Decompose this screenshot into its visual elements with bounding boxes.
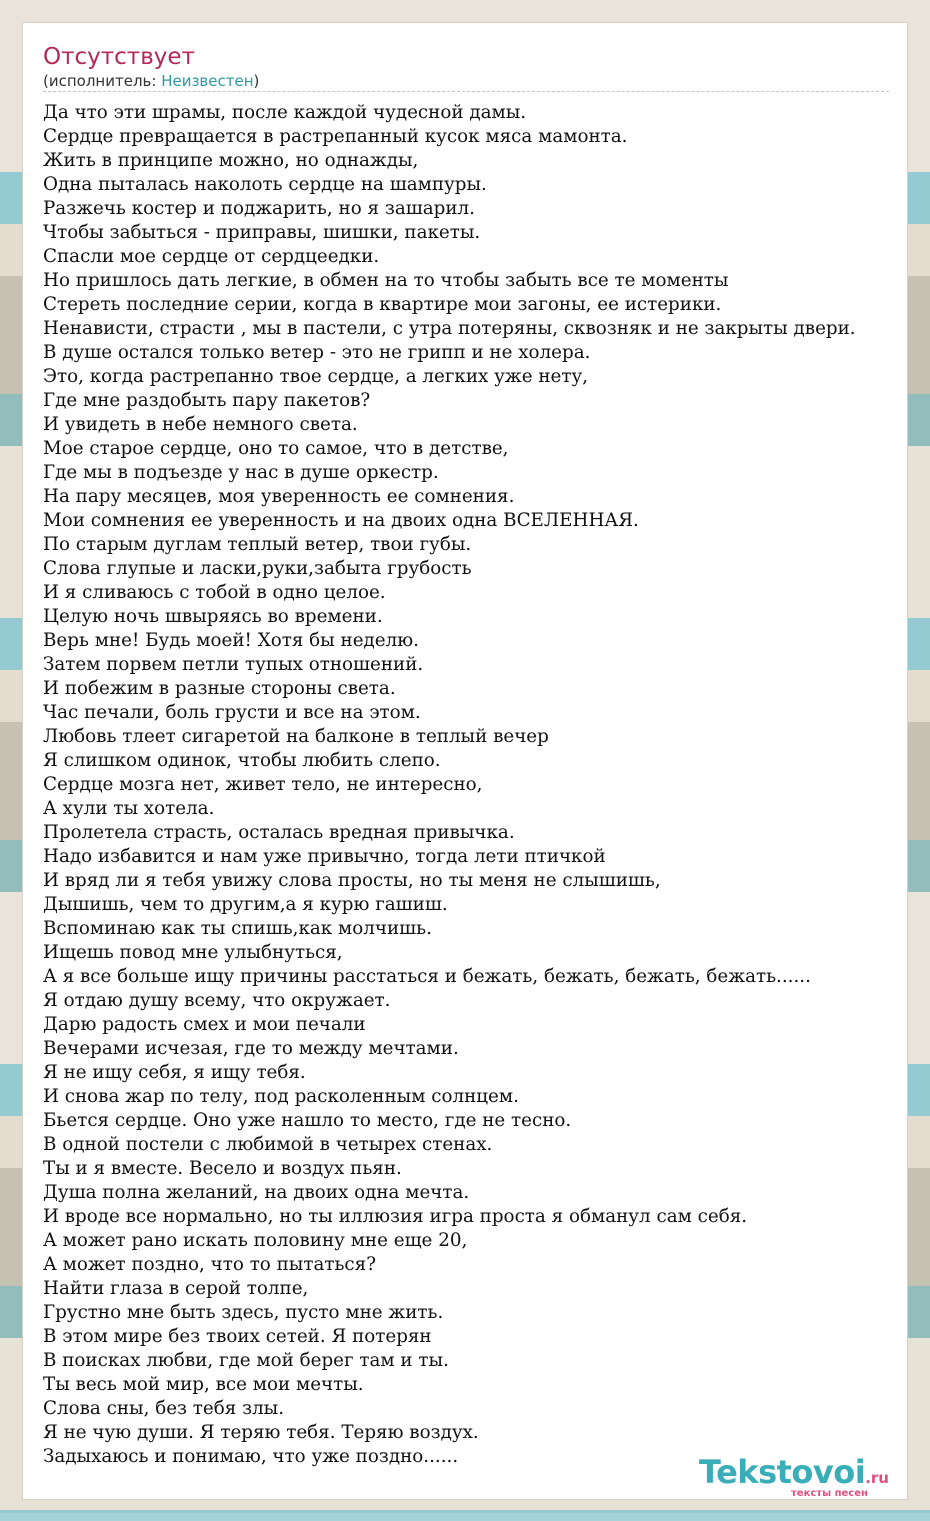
song-title: Отсутствует <box>43 44 195 70</box>
lyric-line: Где мне раздобыть пару пакетов? <box>43 390 371 411</box>
lyric-line: А хули ты хотела. <box>43 798 215 819</box>
lyric-line: Мое старое сердце, оно то самое, что в детстве, <box>43 438 509 459</box>
lyric-line: И побежим в разные стороны света. <box>43 678 396 699</box>
artist-line <box>43 72 259 90</box>
lyric-line: Я слишком одинок, чтобы любить слепо. <box>43 750 441 771</box>
lyric-line: Надо избавится и нам уже привычно, тогда лети птичкой <box>43 846 606 867</box>
artist-prefix: (исполнитель: <box>43 72 162 90</box>
lyric-line: Душа полна желаний, на двоих одна мечта. <box>43 1182 470 1203</box>
lyric-line: В одной постели с любимой в четырех стенах. <box>43 1134 493 1155</box>
lyric-line: В душе остался только ветер - это не грипп и не холера. <box>43 342 591 363</box>
lyric-line: Затем порвем петли тупых отношений. <box>43 654 424 675</box>
lyric-line: Вспоминаю как ты спишь,как молчишь. <box>43 918 432 939</box>
lyric-line: А может поздно, что то пытаться? <box>43 1254 377 1275</box>
lyric-line: Целую ночь швыряясь во времени. <box>43 606 383 627</box>
lyric-line: Верь мне! Будь моей! Хотя бы неделю. <box>43 630 419 651</box>
lyric-line: Любовь тлеет сигаретой на балконе в теплый вечер <box>43 726 549 747</box>
lyric-line: Я не чую души. Я теряю тебя. Теряю воздух. <box>43 1422 479 1443</box>
lyric-line: И снова жар по телу, под расколенным солнцем. <box>43 1086 519 1107</box>
lyric-line: Сердце мозга нет, живет тело, не интересно, <box>43 774 483 795</box>
lyrics-card <box>22 22 908 1500</box>
lyric-line: Одна пыталась наколоть сердце на шампуры. <box>43 174 487 195</box>
logo-tld: .ru <box>865 1469 889 1487</box>
lyric-line: Дышишь, чем то другим,а я курю гашиш. <box>43 894 448 915</box>
lyric-line: Слова глупые и ласки,руки,забыта грубость <box>43 558 472 579</box>
lyric-line: Сердце превращается в растрепанный кусок мяса мамонта. <box>43 126 628 147</box>
lyric-line: Ищешь повод мне улыбнуться, <box>43 942 343 963</box>
logo-tagline: тексты песен <box>791 1488 868 1499</box>
lyric-line: А я все больше ищу причины расстаться и бежать, бежать, бежать, бежать...... <box>43 966 811 987</box>
lyric-line: Найти глаза в серой толпе, <box>43 1278 309 1299</box>
lyric-line: Спасли мое сердце от сердцеедки. <box>43 246 380 267</box>
lyric-line: Да что эти шрамы, после каждой чудесной дамы. <box>43 102 527 123</box>
lyric-line: В этом мире без твоих сетей. Я потерян <box>43 1326 432 1347</box>
lyric-line: И увидеть в небе немного света. <box>43 414 358 435</box>
artist-suffix: ) <box>253 72 260 90</box>
lyric-line: Разжечь костер и поджарить, но я зашарил. <box>43 198 475 219</box>
lyric-line: И вряд ли я тебя увижу слова просты, но ты меня не слышишь, <box>43 870 661 891</box>
lyric-line: Но пришлось дать легкие, в обмен на то чтобы забыть все те моменты <box>43 270 729 291</box>
lyric-line: Пролетела страсть, осталась вредная привычка. <box>43 822 515 843</box>
lyric-line: Вечерами исчезая, где то между мечтами. <box>43 1038 459 1059</box>
bottom-border-strip <box>0 1513 930 1521</box>
lyric-line: Я отдаю душу всему, что окружает. <box>43 990 391 1011</box>
lyric-line: Задыхаюсь и понимаю, что уже поздно...... <box>43 1446 459 1467</box>
lyric-line: И вроде все нормально, но ты иллюзия игра проста я обманул сам себя. <box>43 1206 748 1227</box>
lyric-line: Чтобы забыться - приправы, шишки, пакеты. <box>43 222 481 243</box>
lyric-line: Ты и я вместе. Весело и воздух пьян. <box>43 1158 402 1179</box>
logo-name: Tekstovoi <box>699 1453 866 1491</box>
lyric-line: Бьется сердце. Оно уже нашло то место, где не тесно. <box>43 1110 572 1131</box>
lyric-line: А может рано искать половину мне еще 20, <box>43 1230 468 1251</box>
lyric-line: Где мы в подъезде у нас в душе оркестр. <box>43 462 439 483</box>
lyric-line: Жить в принципе можно, но однажды, <box>43 150 419 171</box>
title-divider <box>43 91 889 92</box>
lyrics-text <box>43 101 909 1469</box>
lyric-line: Стереть последние серии, когда в квартире мои загоны, ее истерики. <box>43 294 722 315</box>
lyric-line: Слова сны, без тебя злы. <box>43 1398 285 1419</box>
lyric-line: По старым дуглам теплый ветер, твои губы. <box>43 534 472 555</box>
lyric-line: Ненависти, страсти , мы в пастели, с утра потеряны, сквозняк и не закрыты двери. <box>43 318 856 339</box>
lyric-line: Мои сомнения ее уверенность и на двоих одна ВСЕЛЕННАЯ. <box>43 510 639 531</box>
lyric-line: Грустно мне быть здесь, пусто мне жить. <box>43 1302 444 1323</box>
lyric-line: Дарю радость смех и мои печали <box>43 1014 366 1035</box>
lyric-line: Час печали, боль грусти и все на этом. <box>43 702 421 723</box>
artist-link[interactable]: Неизвестен <box>161 72 254 90</box>
lyric-line: Это, когда растрепанно твое сердце, а легких уже нету, <box>43 366 589 387</box>
lyric-line: Ты весь мой мир, все мои мечты. <box>43 1374 364 1395</box>
lyric-line: В поисках любви, где мой берег там и ты. <box>43 1350 449 1371</box>
lyric-line: На пару месяцев, моя уверенность ее сомнения. <box>43 486 515 507</box>
lyric-line: И я сливаюсь с тобой в одно целое. <box>43 582 386 603</box>
lyric-line: Я не ищу себя, я ищу тебя. <box>43 1062 306 1083</box>
